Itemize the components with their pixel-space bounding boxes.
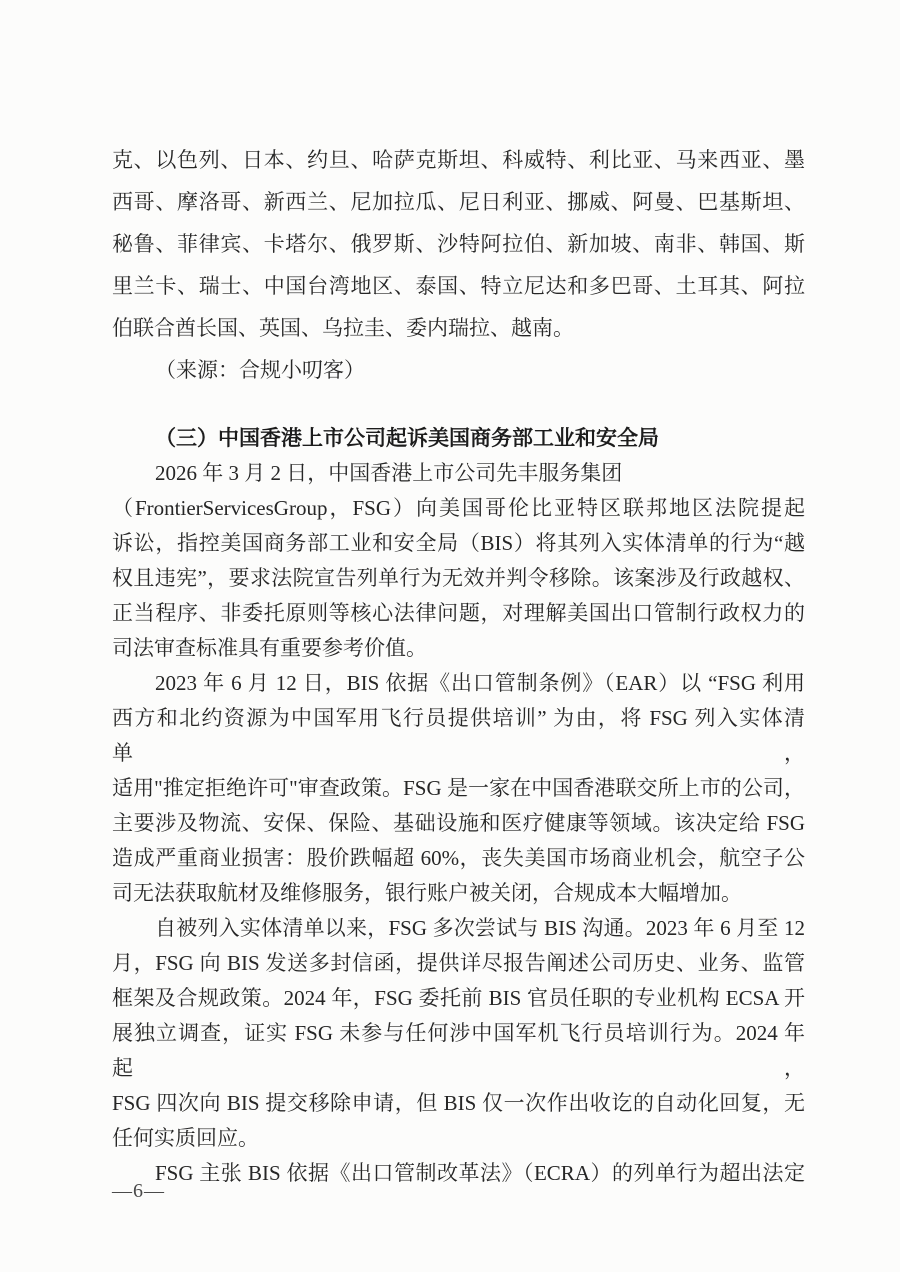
body-line: 2026 年 3 月 2 日，中国香港上市公司先丰服务集团	[155, 461, 623, 485]
body-line: 秘鲁、菲律宾、卡塔尔、俄罗斯、沙特阿拉伯、新加坡、南非、韩国、斯	[112, 232, 805, 256]
body-line: 造成严重商业损害：股价跌幅超 60%，丧失美国市场商业机会，航空子公	[112, 846, 805, 870]
body-line: 自被列入实体清单以来，FSG 多次尝试与 BIS 沟通。2023 年 6 月至 12	[155, 916, 805, 940]
body-line: 任何实质回应。	[112, 1126, 259, 1150]
page-number: —6—	[112, 1180, 165, 1202]
body-line: FSG 主张 BIS 依据《出口管制改革法》（ECRA）的列单行为超出法定	[155, 1161, 805, 1185]
body-line: 权且违宪”，要求法院宣告列单行为无效并判令移除。该案涉及行政越权、	[112, 566, 805, 590]
body-line: 克、以色列、日本、约旦、哈萨克斯坦、科威特、利比亚、马来西亚、墨	[112, 148, 805, 172]
body-line: 西哥、摩洛哥、新西兰、尼加拉瓜、尼日利亚、挪威、阿曼、巴基斯坦、	[112, 190, 805, 214]
body-line: 框架及合规政策。2024 年，FSG 委托前 BIS 官员任职的专业机构 ECSA 开	[112, 986, 805, 1010]
body-line: 司无法获取航材及维修服务，银行账户被关闭，合规成本大幅增加。	[112, 881, 742, 905]
source-attribution: （来源：合规小叨客）	[155, 358, 365, 382]
body-line: 展独立调查，证实 FSG 未参与任何涉中国军机飞行员培训行为。2024 年起，	[112, 1021, 805, 1080]
body-line: 西方和北约资源为中国军用飞行员提供培训” 为由，将 FSG 列入实体清单，	[112, 706, 805, 765]
body-line: 正当程序、非委托原则等核心法律问题，对理解美国出口管制行政权力的	[112, 601, 805, 625]
section-heading: （三）中国香港上市公司起诉美国商务部工业和安全局	[155, 426, 659, 450]
body-line: 主要涉及物流、安保、保险、基础设施和医疗健康等领域。该决定给 FSG	[112, 811, 805, 835]
body-line: 里兰卡、瑞士、中国台湾地区、泰国、特立尼达和多巴哥、土耳其、阿拉	[112, 274, 805, 298]
body-line: 2023 年 6 月 12 日，BIS 依据《出口管制条例》（EAR）以 “FSG 利用	[155, 671, 805, 695]
section-gap	[112, 391, 805, 421]
body-line: 月，FSG 向 BIS 发送多封信函，提供详尽报告阐述公司历史、业务、监管	[112, 951, 805, 975]
body-line: FSG 四次向 BIS 提交移除申请，但 BIS 仅一次作出收讫的自动化回复，无	[112, 1091, 805, 1115]
body-line: 诉讼，指控美国商务部工业和安全局（BIS）将其列入实体清单的行为“越	[112, 531, 805, 555]
body-line: （FrontierServicesGroup，FSG）向美国哥伦比亚特区联邦地区法院提起	[112, 496, 805, 520]
body-line: 适用"推定拒绝许可"审查政策。FSG 是一家在中国香港联交所上市的公司，	[112, 776, 805, 800]
body-line: 司法审查标准具有重要参考价值。	[112, 636, 427, 660]
body-line: 伯联合酋长国、英国、乌拉圭、委内瑞拉、越南。	[112, 316, 574, 340]
